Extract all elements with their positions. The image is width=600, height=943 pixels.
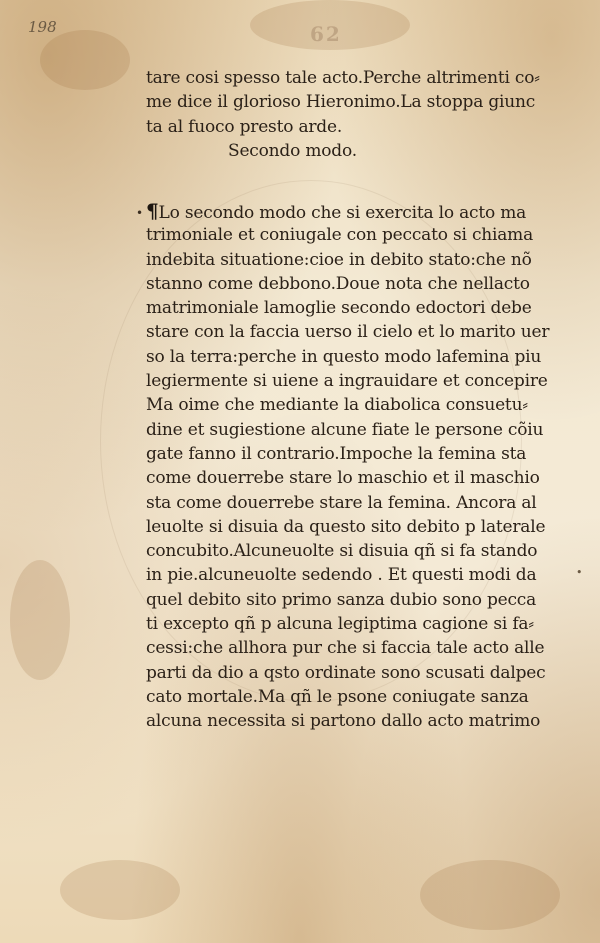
text-line-first bbox=[146, 199, 566, 223]
paper-stain bbox=[40, 30, 130, 90]
text-line: concubito.Alcuneuolte si disuia qñ si fa stando bbox=[146, 541, 538, 562]
text-line: so la terra:perche in questo modo lafemina piu bbox=[146, 346, 542, 367]
text-line: alcuna necessita si partono dallo acto matrimo bbox=[146, 711, 541, 732]
text-column-body bbox=[146, 199, 566, 734]
margin-mark: • bbox=[136, 206, 144, 220]
margin-mark: • bbox=[576, 566, 583, 579]
text-line: matrimoniale lamoglie secondo edoctori debe bbox=[146, 298, 532, 319]
text-line: trimoniale et coniugale con peccato si chiama bbox=[146, 225, 534, 246]
paper-stain bbox=[10, 560, 70, 680]
text-line: stare con la faccia uerso il cielo et lo marito uer bbox=[146, 322, 550, 343]
text-line: legiermente si uiene a ingrauidare et concepire bbox=[146, 371, 548, 392]
text-line: quel debito sito primo sanza dubio sono pecca bbox=[146, 589, 537, 610]
text-line: cessi:che allhora pur che si faccia tale acto alle bbox=[146, 638, 545, 659]
text-line: gate fanno il contrario.Impoche la femina sta bbox=[146, 443, 527, 464]
text-line: Ma oime che mediante la diabolica consuetu⸗ bbox=[146, 395, 528, 416]
paper-stain bbox=[420, 860, 560, 930]
text-line: ti excepto qñ p alcuna legiptima cagione si fa⸗ bbox=[146, 614, 534, 635]
text-column-top bbox=[146, 66, 566, 163]
text-line: parti da dio a qsto ordinate sono scusati dalpec bbox=[146, 662, 546, 683]
text-line: stanno come debbono.Doue nota che nellacto bbox=[146, 273, 530, 294]
text-line: cato mortale.Ma qñ le psone coniugate sanza bbox=[146, 686, 529, 707]
text-line: indebita situatione:cioe in debito stato:che nõ bbox=[146, 249, 532, 270]
text-line: Lo secondo modo che si exercita lo acto ma bbox=[158, 203, 527, 223]
pilcrow-mark: ¶ bbox=[146, 199, 159, 223]
text-line: me dice il glorioso Hieronimo.La stoppa giunc bbox=[146, 92, 536, 113]
text-line: in pie.alcuneuolte sedendo . Et questi modi da bbox=[146, 565, 537, 586]
text-line: sta come douerrebe stare la femina. Ancora al bbox=[146, 492, 537, 513]
paper-stain bbox=[60, 860, 180, 920]
text-line: leuolte si disuia da questo sito debito p laterale bbox=[146, 516, 546, 537]
text-line: ta al fuoco presto arde. bbox=[146, 116, 343, 137]
section-heading: Secondo modo. bbox=[228, 140, 357, 161]
text-line: dine et sugiestione alcune fiate le persone cõiu bbox=[146, 419, 544, 440]
library-stamp: 62 bbox=[310, 22, 342, 46]
text-line: tare cosi spesso tale acto.Perche altrimenti co⸗ bbox=[146, 68, 540, 88]
text-line: come douerrebe stare lo maschio et il maschio bbox=[146, 468, 540, 489]
folio-number: 198 bbox=[28, 18, 57, 36]
